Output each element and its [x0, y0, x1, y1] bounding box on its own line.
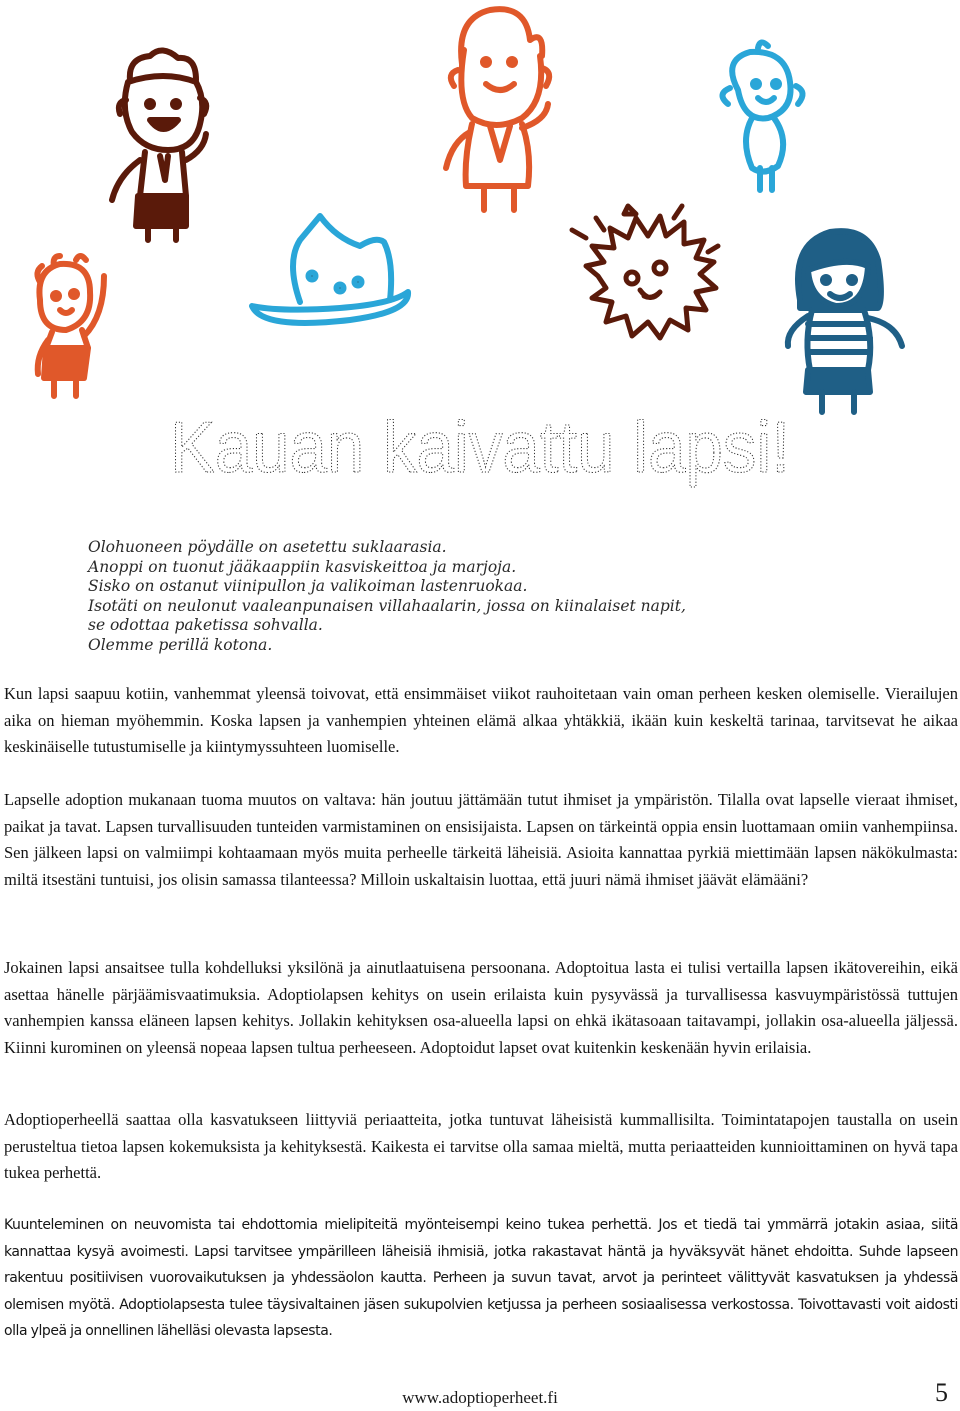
page-title: Kauan kaivattu lapsi!: [170, 408, 790, 488]
intro-poem: [88, 538, 788, 656]
body-paragraph-1: Kun lapsi saapuu kotiin, vanhemmat yleensä toivovat, että ensimmäiset viikot rauhoitetaan vain oman perheen kesken olemiselle. Vierailujen aika on hieman myöhemmin. Koska lapsen ja vanhempien yhteinen elämä alkaa yhtäkkiä, ikään kuin keskeltä tarinaa, tarvitsevat he aikaa keskinäiselle tutustumiselle ja kiintymyssuhteen luomiselle.: [4, 684, 958, 757]
man-character-icon: [446, 9, 549, 210]
poem-line: Sisko on ostanut viinipullon ja valikoiman lastenruokaa.: [88, 577, 528, 596]
body-paragraph-5: Kuunteleminen on neuvomista tai ehdottomia mielipiteitä myönteisempi keino tukea perhettä. Jos et tiedä tai ymmärrä jotakin asiaa, siitä kannattaa kysyä avoimesti. Lapsi tarvitsee ympärilleen läheisiä ihmisiä, jotka rakastavat häntä ja hyväksyvät hänet ehdoitta. Suhde lapseen rakentuu positiivisen vuorovaikutuksen ja yhdessäolon kautta. Perheen ja suvun tavat, arvot ja perinteet välittyvät kasvatuksen ja yhdessä olemisen myötä. Adoptiolapsesta tulee täysivaltainen jäsen sukupolvien ketjussa ja perheen sosiaalisessa verkostossa. Toivottavasti voit aidosti olla ylpeä ja onnellinen lähelläsi olevasta lapsesta.: [4, 1217, 958, 1340]
body-paragraph-2: Lapselle adoption mukanaan tuoma muutos on valtava: hän joutuu jättämään tutut ihmiset ja ympäristön. Tilalla ovat lapselle vieraat ihmiset, paikat ja tavat. Lapsen turvallisuuden tunteiden varmistaminen on ensisijaista. Lapsen on tärkeintä oppia ensin luottamaan omiin vanhempiinsa. Sen jälkeen lapsi on valmiimpi kohtaamaan myös muita perheelle tärkeitä läheisiä. Asioita kannattaa pyrkiä miettimään lapsen näkökulmasta: miltä itsestäni tuntuisi, jos olisin samassa tilanteessa? Milloin uskaltaisin luottaa, että juuri nämä ihmiset jäävät elämääni?: [4, 790, 958, 890]
cat-hat-icon: [252, 216, 408, 323]
body-paragraph-3: Jokainen lapsi ansaitsee tulla kohdelluksi yksilönä ja ainutlaatuisena persoonana. Adoptoitua lasta ei tulisi vertailla lapsen ikätovereihin, eikä asettaa hänelle pärjäämisvaatimuksia. Adoptiolapsen kehitys on usein erilaista kuin pysyvässä ja turvallisessa kasvuympäristössä tuttujen vanhempien kanssa eläneen lapsen kehitys. Jollakin kehityksen osa-alueella lapsi on ehkä ikätasoaan taitavampi, jollakin osa-alueella jäljessä. Kiinni kurominen on yleensä nopeaa lapsen tultua perheeseen. Adoptoidut lapset ovat kuitenkin keskenään hyvin erilaisia.: [4, 958, 958, 1058]
footer-website-url: www.adoptioperheet.fi: [402, 1388, 558, 1407]
poem-line: Anoppi on tuonut jääkaappiin kasviskeittoa ja marjoja.: [88, 557, 517, 576]
page-title-graphic: [0, 404, 960, 494]
poem-line: Olohuoneen pöydälle on asetettu suklaarasia.: [88, 538, 447, 556]
baby-character-icon: [722, 42, 802, 190]
boy-character-icon: [112, 50, 206, 240]
sun-character-icon: [572, 206, 718, 338]
poem-line: Olemme perillä kotona.: [88, 635, 273, 654]
illustrations: [0, 0, 960, 420]
child-character-icon: [788, 231, 902, 412]
page-number: 5: [935, 1378, 948, 1407]
poem-line: se odottaa paketissa sohvalla.: [88, 616, 323, 635]
poem-line: Isotäti on neulonut vaaleanpunaisen villahaalarin, jossa on kiinalaiset napit,: [88, 596, 686, 615]
body-paragraph-4: Adoptioperheellä saattaa olla kasvatukseen liittyviä periaatteita, jotka tuntuvat läheisistä kummallisilta. Toimintatapojen taustalla on usein perusteltua tietoa lapsen kokemuksista ja kehityksestä. Kaikesta ei tarvitse olla samaa mieltä, mutta periaatteiden kunnioittaminen on hyvä tapa tukea perhettä.: [4, 1110, 958, 1183]
girl-character-icon: [37, 256, 104, 396]
